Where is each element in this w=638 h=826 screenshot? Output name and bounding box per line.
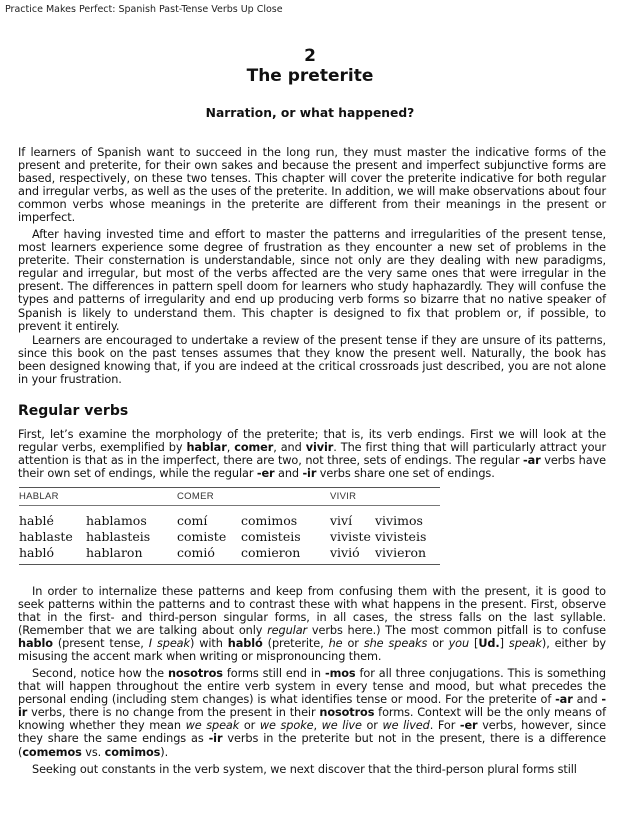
- paragraph-constants: Seeking out constants in the verb system, we next discover that the third-person plural forms still: [32, 763, 577, 776]
- paragraph-frustration: After having invested time and effort to master the patterns and irregularities of the present tense, most learners experience some degree of frustration as they encounter a new set of problems in the preterite. Their consternation is understandable, since not only are they dealing with new paradigms, regular and irregular, but most of the verbs affected are the very same ones that were irregular in the present. The differences in pattern spell doom for learners who study haphazardly. They will confuse the types and patterns of irregularity and end up producing verb forms so bizarre that no native speaker of Spanish is likely to understand them. This chapter is designed to fix that problem or, if possible, to prevent it entirely.: [18, 228, 606, 333]
- table-header-rule: [19, 505, 440, 506]
- form-hablar-vosotros: hablasteis: [86, 529, 151, 544]
- paragraph-nosotros: Second, notice how the nosotros forms still end in -mos for all three conjugations. This is something that will happen throughout the entire verb system in every tense and mood, but what precedes the personal ending (including stem changes) is what identifies tense or mood. For the preterite of -ar and -ir verbs, there is no change from the present in their nosotros forms. Context will be the only means of knowing whether they mean we speak or we spoke, we live or we lived. For -er verbs, however, since they share the same endings as -ir verbs in the preterite but not in the present, there is a difference (comemos vs. comimos).: [18, 667, 607, 759]
- paragraph-review: Learners are encouraged to undertake a review of the present tense if they are unsure of its patterns, since this book on the past tenses assumes that they know the present well. Naturally, the book has been designed knowing that, if you are indeed at the critical crossroads just described, you are not alone in your frustration.: [18, 334, 606, 387]
- form-vivir-yo: viví: [330, 513, 353, 528]
- form-comer-yo: comí: [177, 513, 208, 528]
- chapter-number: 2: [304, 46, 316, 66]
- form-hablar-ellos: hablaron: [86, 545, 143, 560]
- table-bottom-rule: [19, 564, 440, 565]
- paragraph-intro: If learners of Spanish want to succeed in the long run, they must master the indicative forms of the present and preterite, for their own sakes and because the present and imperfect subjunctive forms are based, respectively, on these two tenses. This chapter will cover the preterite indicative for both regular and irregular verbs, as well as the uses of the preterite. In addition, we will make observations about four common verbs whose meanings in the preterite are different from their meanings in the present or imperfect.: [18, 146, 606, 225]
- form-hablar-yo: hablé: [19, 513, 54, 528]
- form-hablar-nosotros: hablamos: [86, 513, 147, 528]
- chapter-subtitle: Narration, or what happened?: [205, 106, 415, 120]
- form-comer-tu: comiste: [177, 529, 227, 544]
- form-hablar-tu: hablaste: [19, 529, 73, 544]
- form-hablar-el: habló: [19, 545, 55, 560]
- form-vivir-el: vivió: [330, 545, 360, 560]
- chapter-title: The preterite: [246, 66, 374, 86]
- form-comer-vosotros: comisteis: [241, 529, 301, 544]
- paragraph-internalize: In order to internalize these patterns and keep from confusing them with the present, it is good to seek patterns within the patterns and to contrast these with what happens in the present. First, observe that in the first- and third-person singular forms, in all cases, the stress falls on the last syllable. (Remember that we are talking about only regular verbs here.) The most common pitfall is to confuse hablo (present tense, I speak) with habló (preterite, he or she speaks or you [Ud.] speak), either by misusing the accent mark when writing or mispronouncing them.: [18, 585, 606, 664]
- form-comer-el: comió: [177, 545, 215, 560]
- form-vivir-vosotros: vivisteis: [375, 529, 427, 544]
- form-comer-ellos: comieron: [241, 545, 301, 560]
- column-header-hablar: HABLAR: [19, 491, 59, 502]
- form-vivir-nosotros: vivimos: [375, 513, 423, 528]
- column-header-vivir: VIVIR: [330, 491, 357, 502]
- table-top-rule: [19, 487, 440, 488]
- form-vivir-tu: viviste: [330, 529, 371, 544]
- paragraph-morphology: First, let’s examine the morphology of the preterite; that is, its verb endings. First we will look at the regular verbs, exemplified by hablar, comer, and vivir. The first thing that will particularly attract your attention is that as in the imperfect, there are two, not three, sets of endings. The regular -ar verbs have their own set of endings, while the regular -er and -ir verbs share one set of endings.: [18, 428, 607, 481]
- form-vivir-ellos: vivieron: [375, 545, 427, 560]
- running-head: Practice Makes Perfect: Spanish Past-Tense Verbs Up Close: [5, 4, 283, 15]
- conjugation-table: [19, 484, 440, 566]
- column-header-comer: COMER: [177, 491, 214, 502]
- section-heading-regular-verbs: Regular verbs: [18, 403, 129, 419]
- form-comer-nosotros: comimos: [241, 513, 298, 528]
